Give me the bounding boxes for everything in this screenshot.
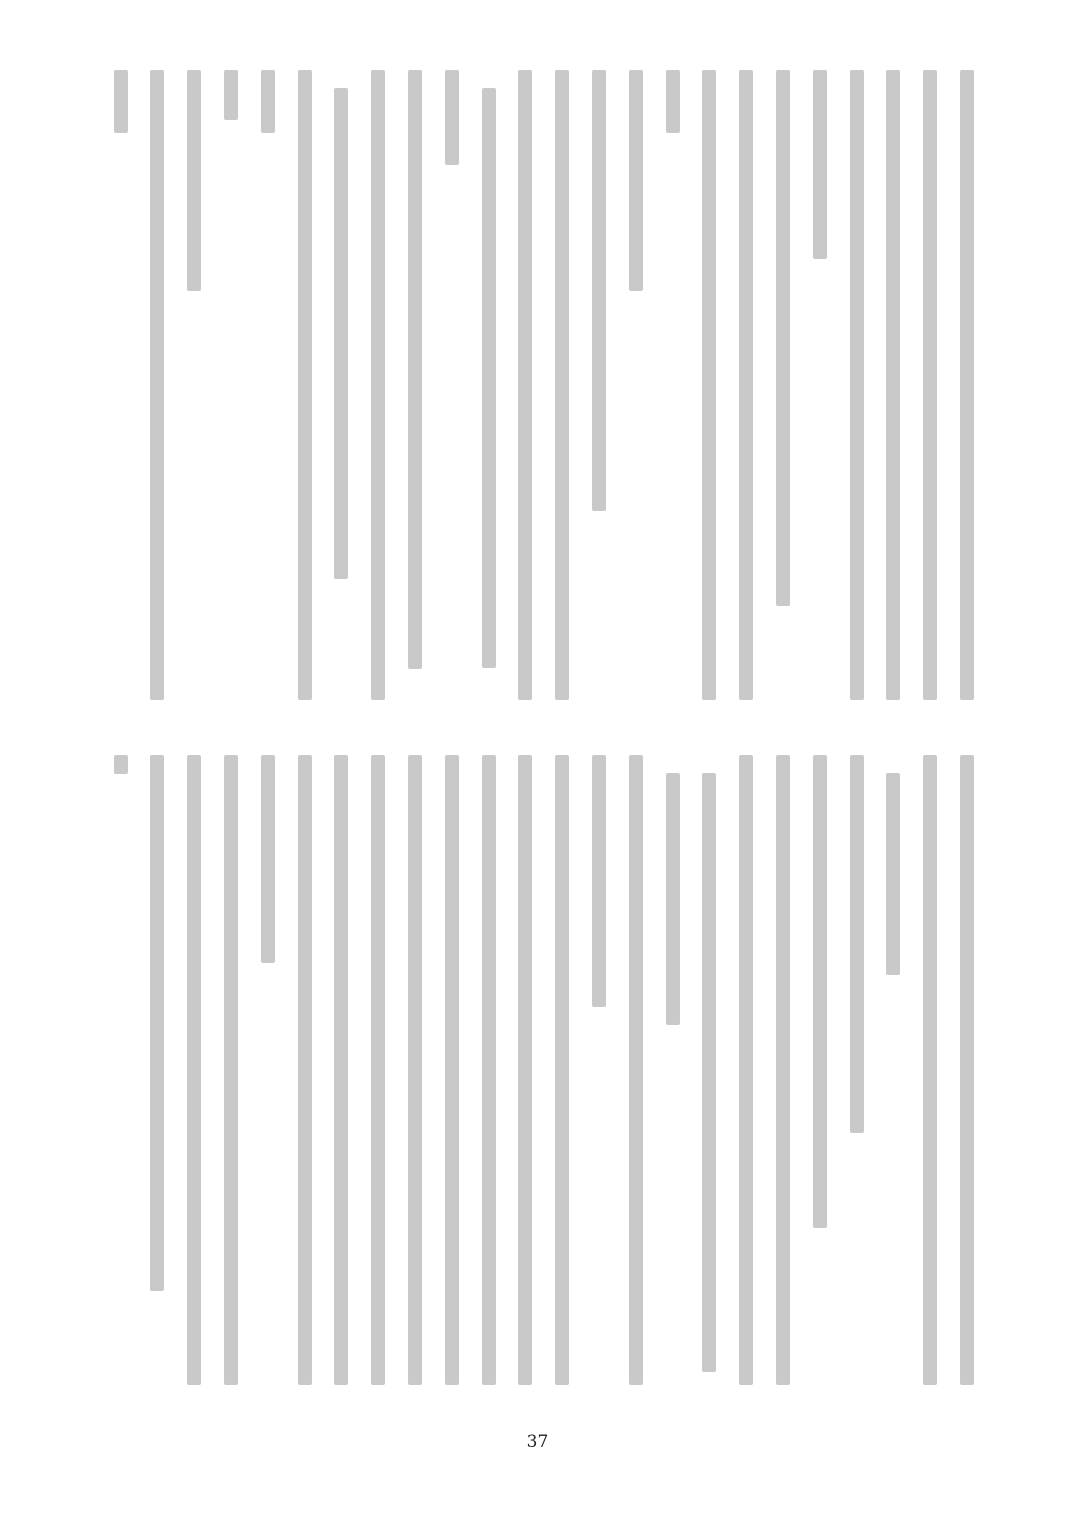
redacted-text-column	[261, 755, 275, 963]
redacted-text-column	[224, 755, 238, 1385]
redacted-text-column	[555, 755, 569, 1385]
redacted-text-column	[923, 755, 937, 1385]
redacted-text-column	[813, 70, 827, 259]
redacted-text-column	[298, 755, 312, 1385]
redacted-text-column	[334, 755, 348, 1385]
redacted-text-column	[960, 70, 974, 700]
redacted-text-column	[629, 70, 643, 291]
redacted-text-column	[371, 755, 385, 1385]
redacted-text-column	[187, 755, 201, 1385]
redacted-text-column	[702, 773, 716, 1372]
redacted-text-column	[776, 70, 790, 606]
redacted-text-column	[739, 70, 753, 700]
redacted-text-column	[850, 70, 864, 700]
redacted-text-column	[445, 755, 459, 1385]
redacted-text-column	[702, 70, 716, 700]
redacted-text-column	[445, 70, 459, 165]
redacted-text-column	[518, 70, 532, 700]
redacted-text-column	[187, 70, 201, 291]
text-block-upper	[100, 70, 980, 710]
redacted-text-column	[482, 88, 496, 668]
redacted-text-column	[261, 70, 275, 133]
redacted-text-column	[298, 70, 312, 700]
redacted-text-column	[960, 755, 974, 1385]
redacted-text-column	[923, 70, 937, 700]
redacted-text-column	[666, 70, 680, 133]
redacted-text-column	[408, 755, 422, 1385]
redacted-text-column	[813, 755, 827, 1228]
redacted-text-column	[739, 755, 753, 1385]
redacted-text-column	[114, 70, 128, 133]
redacted-text-column	[334, 88, 348, 579]
redacted-text-column	[592, 70, 606, 511]
redacted-text-column	[850, 755, 864, 1133]
redacted-text-column	[371, 70, 385, 700]
redacted-text-column	[518, 755, 532, 1385]
redacted-text-column	[408, 70, 422, 669]
redacted-text-column	[629, 755, 643, 1385]
redacted-text-column	[224, 70, 238, 120]
redacted-text-column	[666, 773, 680, 1025]
redacted-text-column	[886, 773, 900, 975]
redacted-text-column	[114, 755, 128, 774]
redacted-text-column	[776, 755, 790, 1385]
redacted-text-column	[150, 755, 164, 1291]
redacted-text-column	[886, 70, 900, 700]
redacted-text-column	[555, 70, 569, 700]
text-block-lower	[100, 755, 980, 1395]
page-number: 37	[526, 1432, 549, 1452]
redacted-text-column	[150, 70, 164, 700]
redacted-text-column	[482, 755, 496, 1385]
redacted-text-column	[592, 755, 606, 1007]
